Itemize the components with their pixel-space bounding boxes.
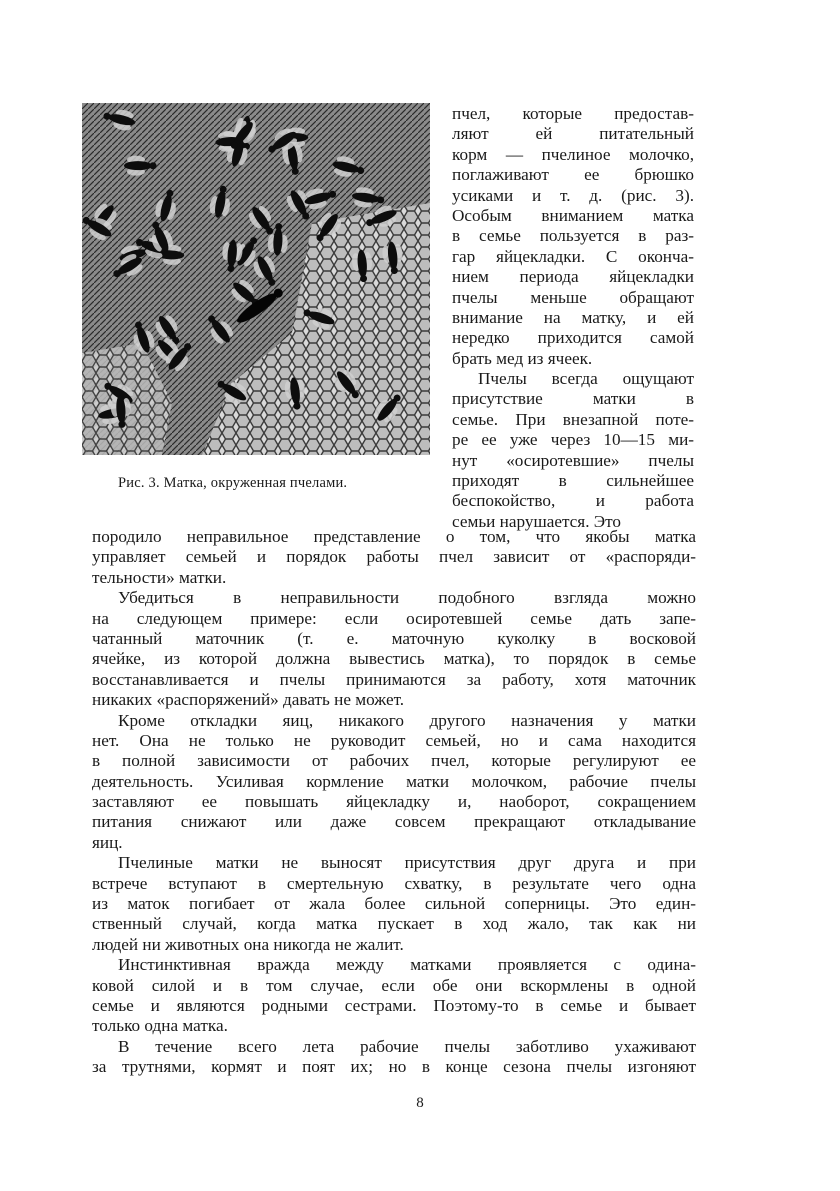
text-line: семье. При внезапной поте- [452,409,694,429]
text-line: В течение всего лета рабочие пчелы заботливо ухаживают [118,1036,696,1056]
text-line: семьи нарушается. Это [452,511,622,531]
bees-illustration [82,103,430,455]
text-line: пчел, которые предостав- [452,104,694,123]
text-line: Кроме откладки яиц, никакого другого назначения у матки [118,710,696,730]
text-line: корм — пчелиное молочко, [452,144,694,164]
text-line: породило неправильное представление о том, что якобы матка [92,527,696,546]
text-line: чатанный маточник (т. е. маточную куколку в восковой [92,628,696,648]
text-line: Особым вниманием матка [452,205,694,225]
figure-caption: Рис. 3. Матка, окруженная пчелами. [118,475,348,491]
text-line: ячейке, из которой должна вывестись матка), то порядок в семье [92,649,696,669]
text-line: восстанавливается и пчелы принимаются за работу, хотя маточник [92,669,696,689]
text-line: деятельность. Усиливая кормление матки молочком, рабочие пчелы [92,771,696,791]
text-line: Убедиться в неправильности подобного взгляда можно [118,588,696,608]
text-line: семье и являются родными сестрами. Поэтому-то в семье и бывает [92,995,696,1015]
text-line: управляет семьей и порядок работы пчел зависит от «распоряди- [92,547,696,567]
text-line: пчелы меньше обращают [452,287,694,307]
text-line: нут «осиротевшие» пчелы [452,450,694,470]
text-line: нередко приходится самой [452,328,694,348]
text-line: нием периода яйцекладки [452,267,694,287]
text-line: ственный случай, когда матка пускает в ход жало, так как ни [92,914,696,934]
text-line: беспокойство, и работа [452,491,694,511]
text-line: Пчелы всегда ощущают [478,369,694,389]
main-text-body [92,527,696,1078]
text-line: Инстинктивная вражда между матками проявляется с одина- [118,955,696,975]
side-text-column [452,104,694,532]
text-line: Пчелиные матки не выносят присутствия друг друга и при [118,853,696,873]
text-line: усиками и т. д. (рис. 3). [452,185,694,205]
text-line: людей ни животных она никогда не жалит. [92,934,404,954]
text-line: заставляют ее повышать яйцекладку и, наоборот, сокращением [92,792,696,812]
text-line: питания снижают или даже совсем прекращают откладывание [92,812,696,832]
text-line: никаких «распоряжений» давать не может. [92,690,405,710]
text-line: яиц. [92,832,123,852]
text-line: гар яйцекладки. С оконча- [452,246,694,266]
text-line: в семье пользуется в раз- [452,226,694,246]
text-line: встрече вступают в смертельную схватку, в результате чего одна [92,873,696,893]
text-line: ковой силой и в том случае, если обе они вскормлены в одной [92,975,696,995]
text-line: брать мед из ячеек. [452,348,593,368]
text-line: нет. Она не только не руководит семьей, но и сама находится [92,730,696,750]
figure-queen-bee-photo [82,103,430,455]
text-line: только одна матка. [92,1016,228,1036]
text-line: за трутнями, кормят и поят их; но в конце сезона пчелы изгоняют [92,1057,696,1077]
text-line: ляют ей питательный [452,124,694,144]
text-line: поглаживают ее брюшко [452,165,694,185]
text-line: присутствие матки в [452,389,694,409]
text-line: на следующем примере: если осиротевшей семье дать запе- [92,608,696,628]
text-line: в полной зависимости от рабочих пчел, которые регулируют ее [92,751,696,771]
text-line: приходят в сильнейшее [452,471,694,491]
text-line: из маток погибает от жала более сильной соперницы. Это един- [92,894,696,914]
text-line: тельности» матки. [92,567,227,587]
page-number: 8 [416,1095,424,1111]
text-line: внимание на матку, и ей [452,307,694,327]
text-line: ре ее уже через 10—15 ми- [452,430,694,450]
